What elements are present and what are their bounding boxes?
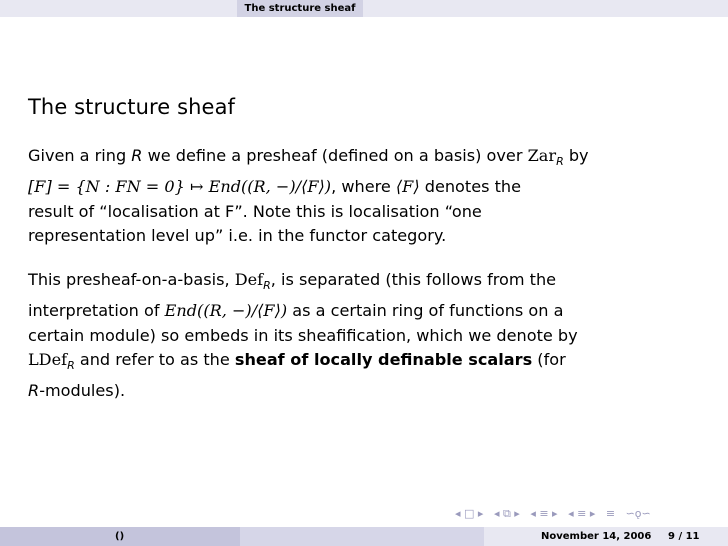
def-symbol: Def [234,270,264,289]
navigation-controls [455,507,658,525]
paragraph-2-line-4 [28,348,708,379]
search-icon[interactable]: ∽ǫ∽ [625,507,651,520]
emphasized-term: sheaf of locally definable scalars [234,350,533,370]
zariski-subscript: R [556,155,564,169]
formula: ⟨F⟩ [395,176,420,196]
ring-symbol: R [28,381,40,401]
paragraph-1-line-4: representation level up” i.e. in the functor category. [28,226,447,246]
ring-symbol: R [131,146,143,165]
text-segment: (for [532,350,566,370]
frame-nav-icon[interactable]: ◂ □ ▸ [455,507,484,520]
formula: [F] = {N : FN = 0} ↦ End((R, −)/⟨F⟩) [28,176,332,196]
subsection-nav-icon[interactable]: ◂ ⧉ ▸ [493,507,520,520]
paragraph-1-line-2 [28,175,708,200]
text-segment: and refer to as the [74,350,235,370]
header-bar [0,0,728,17]
toc-icon[interactable]: ≡ [605,507,616,520]
text-segment: This presheaf-on-a-basis, [28,270,235,289]
text-segment: Given a ring [28,146,132,165]
text-segment: interpretation of [28,300,165,320]
paragraph-2 [28,268,708,404]
frame-title: The structure sheaf [28,95,236,119]
zariski-symbol: Zar [527,146,557,165]
section-nav-icon[interactable]: ◂ ≡ ▸ [530,507,558,520]
footer-date: November 14, 2006 [541,531,652,542]
section-title[interactable]: The structure sheaf [244,3,356,14]
text-segment: , is separated (this follows from the [270,270,557,289]
paragraph-2-line-5 [28,379,708,404]
paragraph-2-line-2 [28,299,708,324]
text-segment: by [563,146,589,165]
ldef-subscript: R [67,359,75,373]
text-segment: as a certain ring of functions on a [287,300,564,320]
text-segment: we define a presheaf (defined on a basis) over [142,146,528,165]
subsection-list-nav-icon[interactable]: ◂ ≡ ▸ [568,507,596,520]
paragraph-1-line-1 [28,144,708,175]
paragraph-2-line-3: certain module) so embeds in its sheafification, which we denote by [28,325,578,345]
footer-middle-panel [240,527,484,546]
text-segment: denotes the [419,176,522,196]
paragraph-1 [28,144,708,249]
paragraph-1-line-3: result of “localisation at F”. Note this is localisation “one [28,201,482,221]
footer-author: () [115,531,125,542]
page-number: 9 / 11 [668,531,700,542]
def-subscript: R [263,279,271,293]
text-segment: -modules). [39,381,126,401]
section-tab[interactable] [237,0,363,17]
text-segment: , where [331,176,396,196]
ldef-symbol: LDef [28,350,68,370]
formula: End((R, −)/⟨F⟩) [164,300,288,320]
paragraph-2-line-1 [28,268,708,299]
footer-bar [0,527,728,546]
